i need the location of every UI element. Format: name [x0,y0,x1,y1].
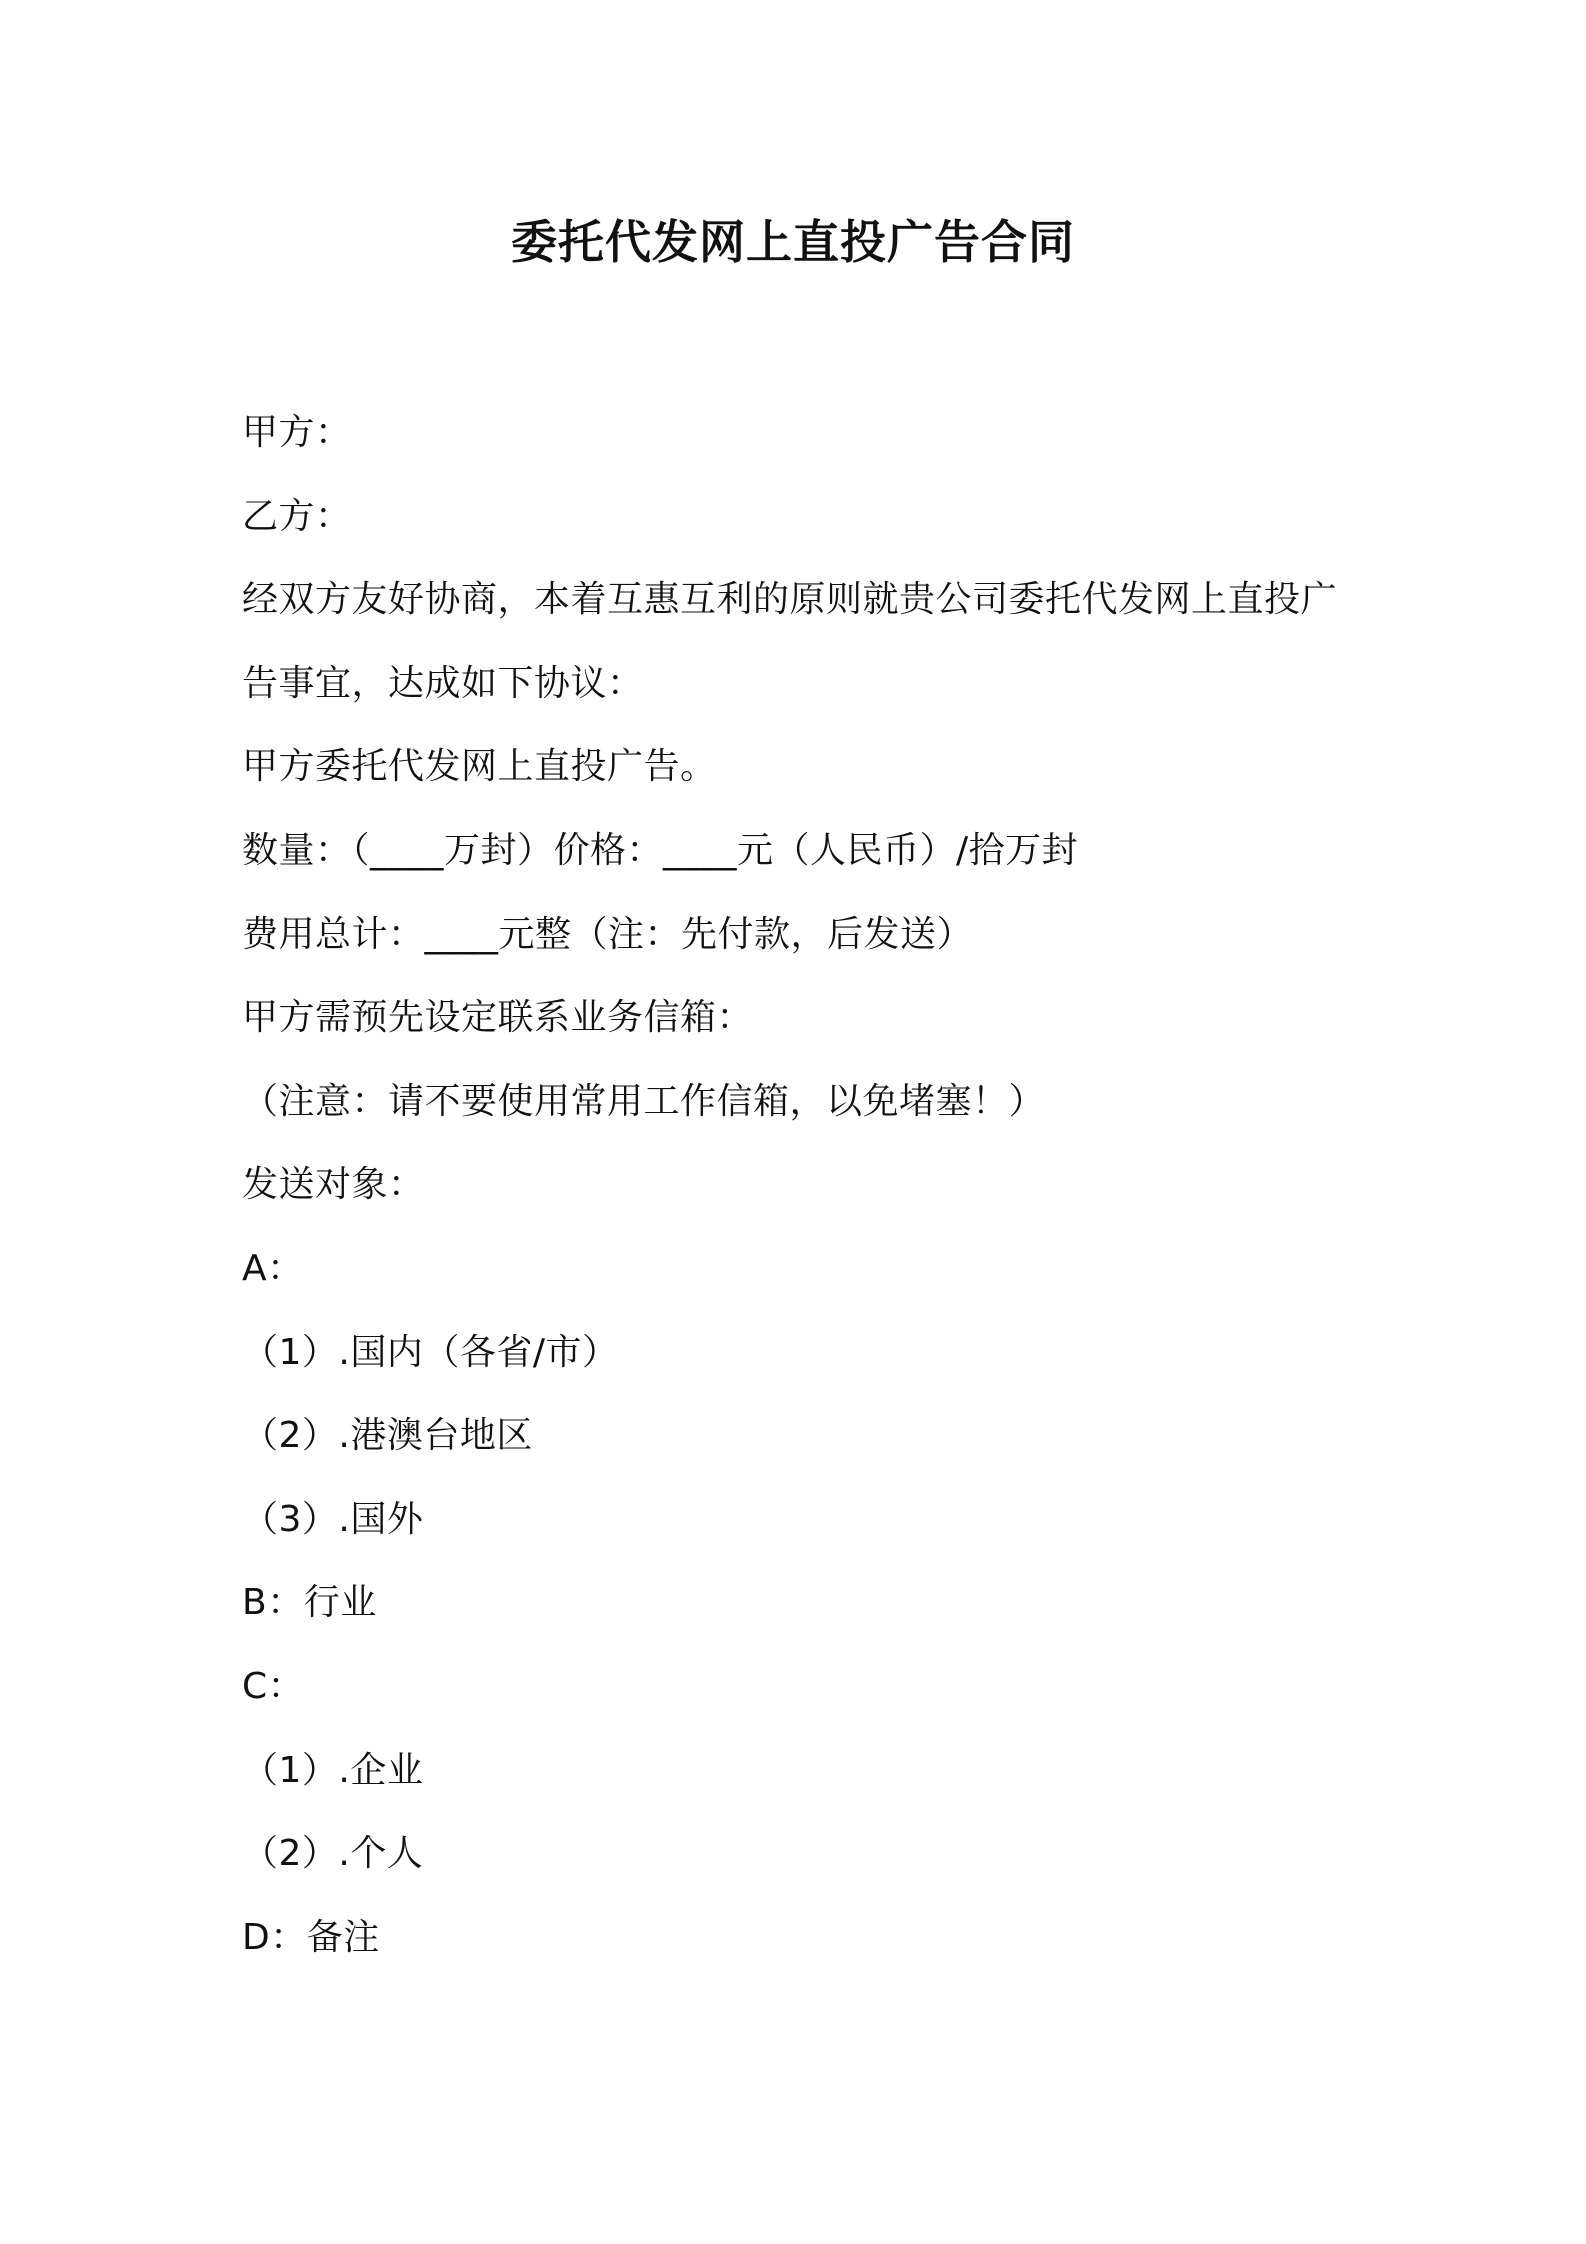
party-a-line: 甲方： [242,412,352,453]
document-body [242,404,1372,1992]
intro-line-2: 告事宜，达成如下协议： [242,662,644,704]
targets-heading: 发送对象： [242,1164,425,1206]
section-a-label: A： [242,1247,304,1289]
commission-line: 甲方委托代发网上直投广告。 [242,746,717,788]
quantity-price-line: 数量：（____万封）价格：____元（人民币）/拾万封 [242,829,1079,871]
mailbox-line: 甲方需预先设定联系业务信箱： [242,997,754,1039]
total-fee-line: 费用总计：____元整（注：先付款，后发送） [242,913,974,955]
mailbox-note-line: （注意：请不要使用常用工作信箱，以免堵塞！） [242,1080,1046,1122]
document-title: 委托代发网上直投广告合同 [511,215,1075,269]
section-c-item-1: （1）.企业 [242,1749,424,1791]
party-b-line: 乙方： [242,495,352,537]
section-d-label: D：备注 [242,1916,380,1958]
section-a-item-2: （2）.港澳台地区 [242,1415,533,1457]
section-a-item-1: （1）.国内（各省/市） [242,1331,619,1373]
section-a-item-3: （3）.国外 [242,1498,424,1540]
section-c-label: C： [242,1665,305,1707]
section-b-label: B：行业 [242,1582,377,1624]
intro-line-1: 经双方友好协商，本着互惠互利的原则就贵公司委托代发网上直投广 [242,579,1338,621]
section-c-item-2: （2）.个人 [242,1833,424,1875]
